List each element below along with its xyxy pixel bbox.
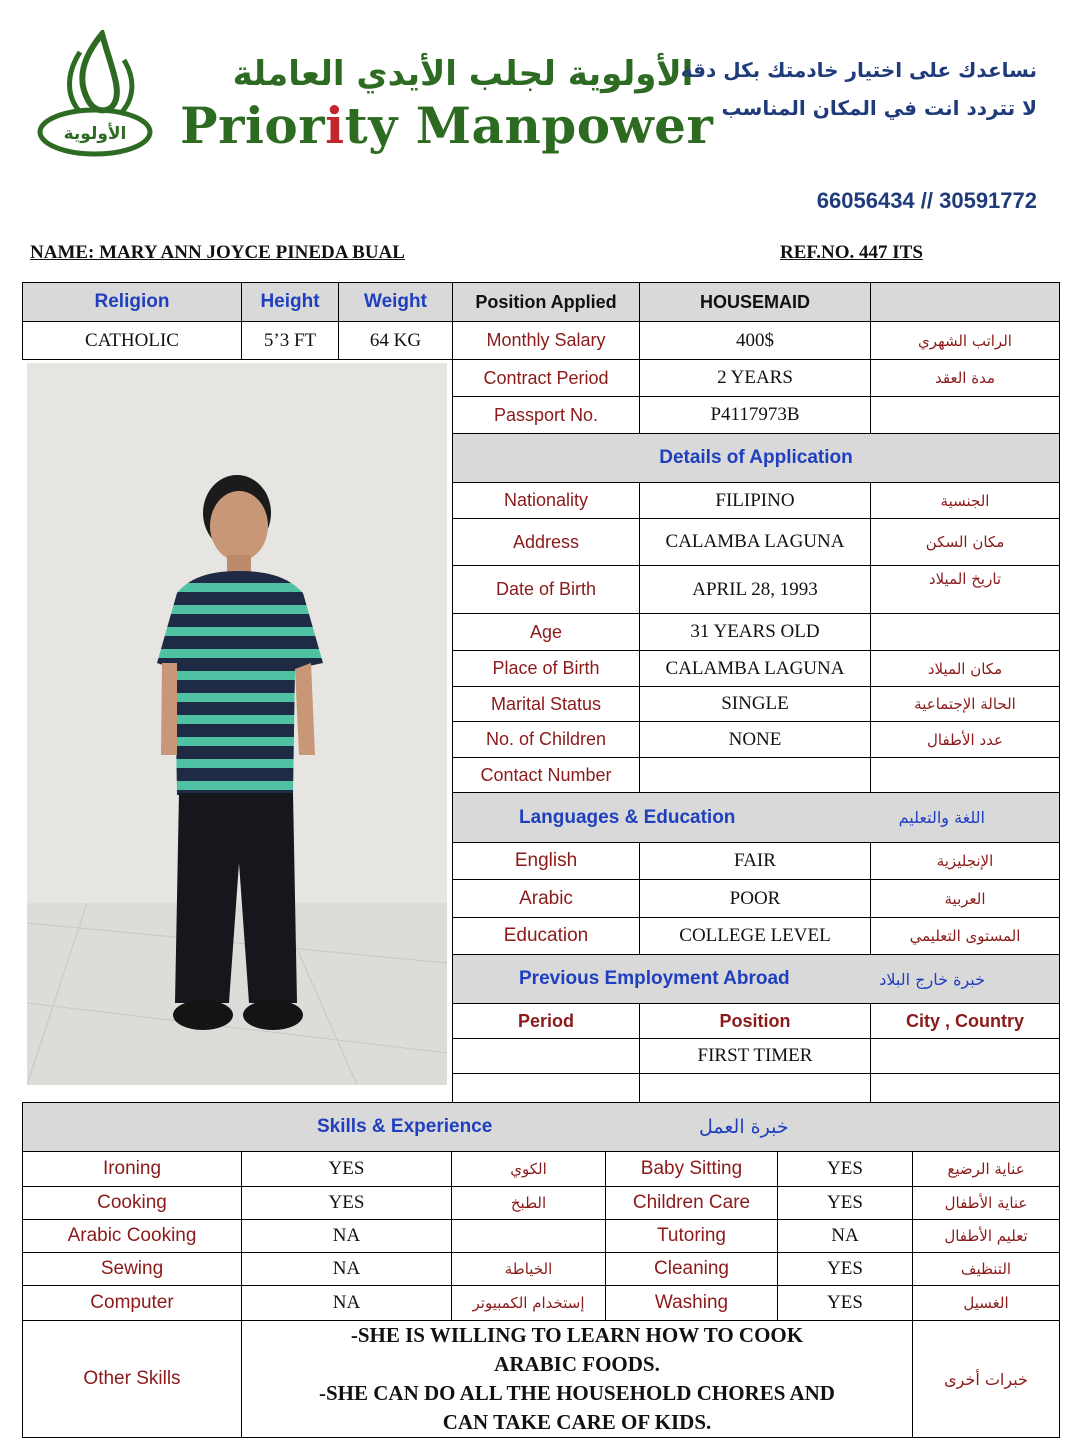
tagline-line-2: لا تتردد انت في المكان المناسب	[721, 96, 1037, 120]
company-name-english: Priority Manpower	[180, 96, 714, 155]
contract-label-arabic: الراتب الشهري	[870, 321, 1060, 360]
language-value: COLLEGE LEVEL	[639, 917, 871, 955]
detail-value: APRIL 28, 1993	[639, 565, 871, 614]
skill-label-arabic: عناية الرضيع	[912, 1151, 1060, 1187]
skill-label-arabic: الكوي	[451, 1151, 606, 1187]
detail-label: Age	[452, 613, 640, 651]
skill-label: Baby Sitting	[605, 1151, 778, 1187]
detail-label-arabic	[870, 613, 1060, 651]
skills-title-arabic: خبرة العمل	[699, 1116, 789, 1138]
religion-header: Religion	[22, 282, 242, 322]
skill-value: YES	[241, 1151, 452, 1187]
skill-label-arabic: إستخدام الكمبيوتر	[451, 1285, 606, 1321]
detail-value: FILIPINO	[639, 482, 871, 519]
position-applied-label: Position Applied	[452, 282, 640, 322]
phone-numbers: 66056434 // 30591772	[816, 188, 1037, 213]
detail-label: Nationality	[452, 482, 640, 519]
other-skills-arabic: خبرات أخرى	[912, 1320, 1060, 1438]
skill-label-arabic: تعليم الأطفال	[912, 1219, 1060, 1253]
skill-value: YES	[241, 1186, 452, 1220]
previous-employment-header	[452, 954, 1060, 1004]
detail-value: 31 YEARS OLD	[639, 613, 871, 651]
skill-value: YES	[777, 1151, 913, 1187]
skill-value: YES	[777, 1285, 913, 1321]
skill-label-arabic: الغسيل	[912, 1285, 1060, 1321]
other-skills-line-1: -SHE IS WILLING TO LEARN HOW TO COOK	[350, 1323, 804, 1347]
employment-position-header: Position	[639, 1003, 871, 1039]
other-skills-line-2: ARABIC FOODS.	[494, 1352, 660, 1376]
applicant-photo	[27, 363, 447, 1085]
skill-value: NA	[241, 1219, 452, 1253]
other-skills-line-3: -SHE CAN DO ALL THE HOUSEHOLD CHORES AND	[319, 1381, 835, 1405]
language-value: FAIR	[639, 842, 871, 880]
reference-number: REF.NO. 447 ITS	[780, 242, 923, 263]
skill-label: Cooking	[22, 1186, 242, 1220]
detail-label-arabic: تاريخ الميلاد	[870, 565, 1060, 614]
contract-value: P4117973B	[639, 396, 871, 434]
contract-label: Monthly Salary	[452, 321, 640, 360]
skill-value: NA	[241, 1252, 452, 1286]
company-logo	[36, 30, 154, 160]
other-skills-label: Other Skills	[22, 1320, 242, 1438]
contract-value: 2 YEARS	[639, 359, 871, 397]
religion-value: CATHOLIC	[22, 321, 242, 360]
language-label-arabic: الإنجليزية	[870, 842, 1060, 880]
skill-label: Ironing	[22, 1151, 242, 1187]
skills-title: Skills & Experience	[317, 1116, 493, 1137]
contract-label: Passport No.	[452, 396, 640, 434]
skill-label-arabic: عناية الأطفال	[912, 1186, 1060, 1220]
employment-title: Previous Employment Abroad	[519, 968, 790, 989]
skill-value: NA	[777, 1219, 913, 1253]
detail-label: Address	[452, 518, 640, 566]
detail-label: Marital Status	[452, 686, 640, 722]
detail-label-arabic	[870, 757, 1060, 793]
other-skills-line-4: CAN TAKE CARE OF KIDS.	[442, 1410, 712, 1434]
detail-label-arabic: مكان السكن	[870, 518, 1060, 566]
detail-label: No. of Children	[452, 721, 640, 758]
language-label: Education	[452, 917, 640, 955]
employment-city-country-header: City , Country	[870, 1003, 1060, 1039]
skill-value: YES	[777, 1252, 913, 1286]
skills-experience-header	[22, 1102, 1060, 1152]
skill-label: Arabic Cooking	[22, 1219, 242, 1253]
detail-label-arabic: الحالة الإجتماعية	[870, 686, 1060, 722]
skill-label: Cleaning	[605, 1252, 778, 1286]
language-label: English	[452, 842, 640, 880]
skill-value: YES	[777, 1186, 913, 1220]
detail-value	[639, 757, 871, 793]
contract-label-arabic	[870, 396, 1060, 434]
languages-title: Languages & Education	[519, 806, 736, 828]
employment-row-2-location	[870, 1073, 1060, 1103]
language-label-arabic: العربية	[870, 879, 1060, 918]
skill-label: Sewing	[22, 1252, 242, 1286]
languages-title-arabic: اللغة والتعليم	[898, 808, 985, 827]
detail-value: NONE	[639, 721, 871, 758]
tagline-line-1: نساعدك على اختيار خادمتك بكل دقة	[680, 58, 1037, 82]
detail-label-arabic: الجنسية	[870, 482, 1060, 519]
employment-row-2-position	[639, 1073, 871, 1103]
detail-value: CALAMBA LAGUNA	[639, 518, 871, 566]
skill-value: NA	[241, 1285, 452, 1321]
position-blank-cell	[870, 282, 1060, 322]
detail-value: CALAMBA LAGUNA	[639, 650, 871, 687]
weight-value: 64 KG	[338, 321, 453, 360]
employment-title-arabic: خبرة خارج البلاد	[879, 969, 985, 989]
contract-label: Contract Period	[452, 359, 640, 397]
skill-label: Computer	[22, 1285, 242, 1321]
employment-period-header: Period	[452, 1003, 640, 1039]
detail-label: Place of Birth	[452, 650, 640, 687]
detail-label: Date of Birth	[452, 565, 640, 614]
detail-label-arabic: عدد الأطفال	[870, 721, 1060, 758]
skill-label: Children Care	[605, 1186, 778, 1220]
languages-education-header	[452, 792, 1060, 843]
letterhead	[0, 0, 1079, 240]
contract-value: 400$	[639, 321, 871, 360]
contract-label-arabic: مدة العقد	[870, 359, 1060, 397]
employment-row-1-period	[452, 1038, 640, 1074]
language-label: Arabic	[452, 879, 640, 918]
detail-value: SINGLE	[639, 686, 871, 722]
position-applied-value: HOUSEMAID	[639, 282, 871, 322]
language-label-arabic: المستوى التعليمي	[870, 917, 1060, 955]
weight-header: Weight	[338, 282, 453, 322]
other-skills-notes	[241, 1320, 913, 1438]
height-header: Height	[241, 282, 339, 322]
detail-label: Contact Number	[452, 757, 640, 793]
detail-label-arabic: مكان الميلاد	[870, 650, 1060, 687]
skill-label-arabic: الخياطة	[451, 1252, 606, 1286]
skill-label-arabic: التنظيف	[912, 1252, 1060, 1286]
height-value: 5’3 FT	[241, 321, 339, 360]
skill-label-arabic	[451, 1219, 606, 1253]
employment-row-2-period	[452, 1073, 640, 1103]
employment-row-1-location	[870, 1038, 1060, 1074]
skill-label: Washing	[605, 1285, 778, 1321]
skill-label: Tutoring	[605, 1219, 778, 1253]
details-of-application-header: Details of Application	[452, 433, 1060, 483]
applicant-name: NAME: MARY ANN JOYCE PINEDA BUAL	[30, 242, 405, 263]
svg-text:الأولوية: الأولوية	[63, 124, 127, 144]
employment-row-1-position: FIRST TIMER	[639, 1038, 871, 1074]
company-name-arabic: الأولوية لجلب الأيدي العاملة	[232, 54, 694, 94]
language-value: POOR	[639, 879, 871, 918]
skill-label-arabic: الطبخ	[451, 1186, 606, 1220]
